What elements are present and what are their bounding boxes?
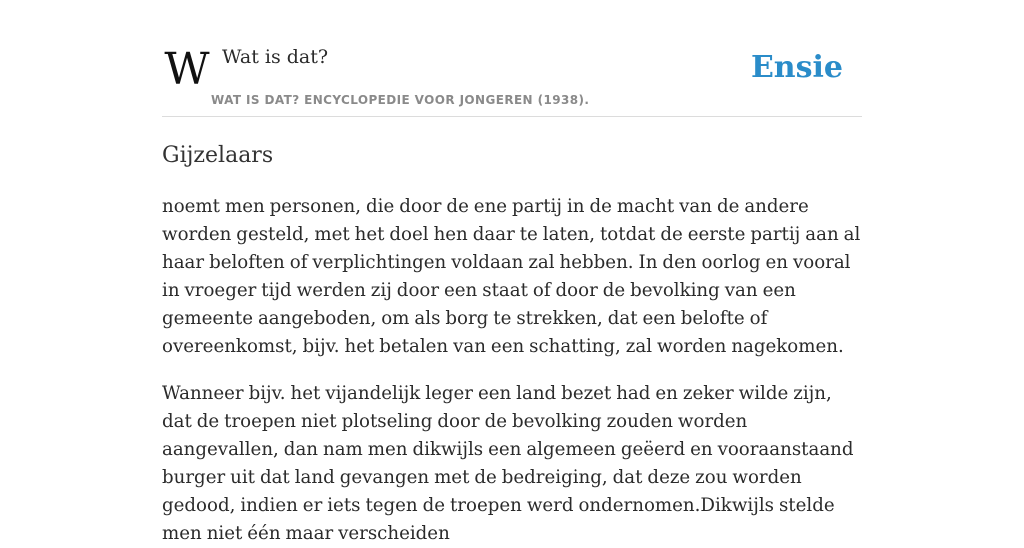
entry-body — [162, 193, 862, 548]
source-subtitle: WAT IS DAT? ENCYCLOPEDIE VOOR JONGEREN (1938). — [211, 93, 590, 107]
wikipedia-w-icon[interactable] — [164, 44, 210, 95]
site-header — [162, 0, 862, 117]
entry-title: Gijzelaars — [162, 143, 274, 168]
entry-paragraph: Wanneer bijv. het vijandelijk leger een land bezet had en zeker wilde zijn, dat de troepen niet plotseling door de bevolking zouden worden aangevallen, dan nam men dikwijls een algemeen geëerd en vooraanstaand burger uit dat land gevangen met de bedreiging, dat deze zou worden gedood, indien er iets tegen de troepen werd ondernomen.Dikwijls stelde men niet één maar verscheiden — [162, 383, 854, 544]
entry-paragraph: noemt men personen, die door de ene partij in de macht van de andere worden gesteld, met het doel hen daar te laten, totdat de eerste partij aan al haar beloften of verplichtingen voldaan zal hebben. In den oorlog en vooral in vroeger tijd werden zij door een staat of door de bevolking van een gemeente aangeboden, om als borg te strekken, dat een belofte of overeenkomst, bijv. het betalen van een schatting, zal worden nagekomen. — [162, 196, 861, 357]
page — [162, 0, 862, 544]
site-title: Wat is dat? — [222, 46, 329, 68]
brand-logo[interactable]: Ensie — [750, 50, 843, 85]
svg-text:W: W — [164, 44, 210, 95]
